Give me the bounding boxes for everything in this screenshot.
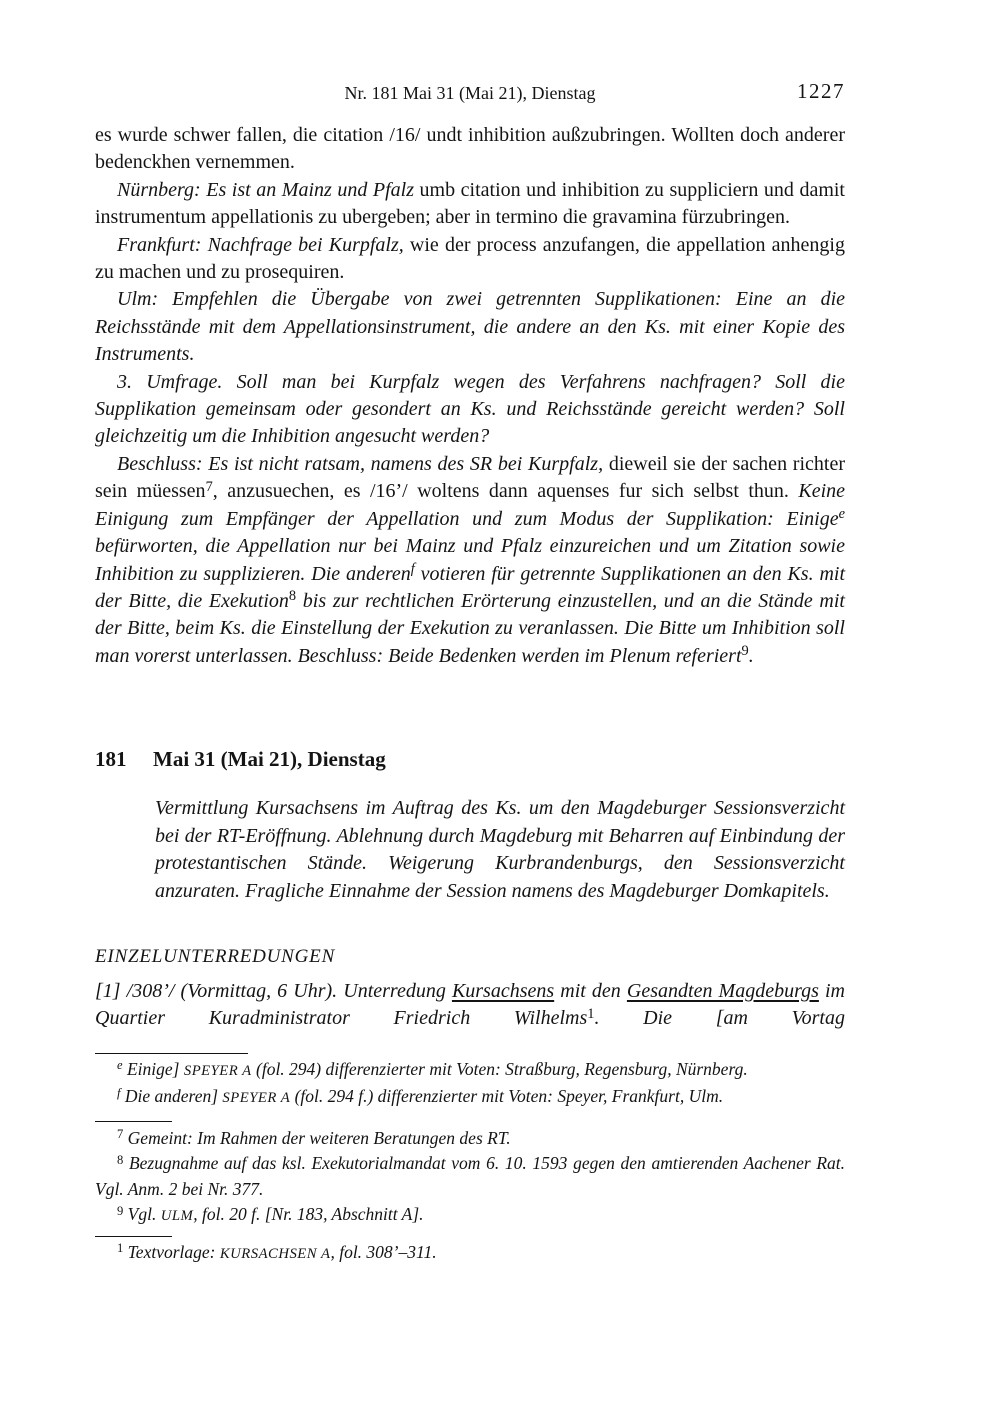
document-title: Mai 31 (Mai 21), Dienstag <box>153 747 386 771</box>
document-heading <box>95 746 845 772</box>
footnote-e: $^e$ Einige] SPEYER A (fol. 294) differenzierter mit Voten: Straßburg, Regensburg, Nürnberg. <box>117 1058 748 1079</box>
paragraph: es wurde schwer fallen, die citation /16/ undt inhibition außzubringen. Wollten doch anderer bedenckhen vernemmen. <box>95 124 845 174</box>
paragraph: Ulm: Empfehlen die Übergabe von zwei getrennten Supplikationen: Eine an die Reichsstände mit dem Appellationsinstrument, die andere an den Ks. mit einer Kopie des Instruments. <box>95 288 845 366</box>
page-number: 1227 <box>797 79 845 103</box>
commentary-footnotes <box>95 1126 845 1230</box>
footnote-7: $^7$ Gemeint: Im Rahmen der weiteren Beratungen des RT. <box>117 1127 511 1148</box>
footnote-1: $^1$ Textvorlage: KURSACHSEN A, fol. 308’–311. <box>117 1241 437 1262</box>
footnote-8: $^8$ Bezugnahme auf das ksl. Exekutorialmandat vom 6. 10. 1593 gegen den amtierenden Aachener Rat. Vgl. Anm. 2 bei Nr. 377. <box>95 1152 845 1199</box>
entry-paragraph: [1] /308’/ (Vormittag, 6 Uhr). Unterredung Kursachsens mit den Gesandten Magdeburgs im Quartier Kuradministrator Friedrich Wilhelms$^1$. Die [am Vortag <box>95 980 846 1030</box>
paragraph: Nürnberg: Es ist an Mainz und Pfalz umb citation und inhibition zu suppliciern und damit instrumentum appellationis zu ubergeben; aber in termino die gravamina fürzubringen. <box>95 178 845 229</box>
paragraph: 3. Umfrage. Soll man bei Kurpfalz wegen des Verfahrens nachfragen? Soll die Supplikation gemeinsam oder gesondert an Ks. und Reichsstände gereicht werden? Soll gleichzeitig um die Inhibition angesucht werden? <box>95 370 845 448</box>
footnote-rule-commentary <box>95 1121 172 1122</box>
document-summary: Vermittlung Kursachsens im Auftrag des Ks. um den Magdeburger Sessionsverzicht bei der RT-Eröffnung. Ablehnung durch Magdeburg mit Beharren auf Einbindung der protestantischen Stände. Weigerung Kurbrandenburgs, den Sessionsverzicht anzuraten. Fragliche Einnahme der Session namens des Magdeburger Domkapitels. <box>155 797 845 902</box>
footnote-f: $^f$ Die anderen] SPEYER A (fol. 294 f.) differenzierter mit Voten: Speyer, Frankfurt, Ulm. <box>117 1085 724 1107</box>
main-text-block <box>95 122 845 670</box>
paragraph: Frankfurt: Nachfrage bei Kurpfalz, wie der process anzufangen, die appellation anhengig zu machen und zu prosequiren. <box>95 233 845 284</box>
document-number: 181 <box>95 747 127 771</box>
footnote-rule-apparatus <box>95 1053 248 1054</box>
footnote-9: $^9$ Vgl. ULM, fol. 20 f. [Nr. 183, Abschnitt A]. <box>117 1203 424 1225</box>
apparatus-footnotes <box>95 1057 845 1112</box>
paragraph: Beschluss: Es ist nicht ratsam, namens des SR bei Kurpfalz, dieweil sie der sachen richter sein müessen$^7$, anzusuechen, es /16’/ woltens dann aquenses fur sich selbst thun. Keine Einigung zum Empfänger der Appellation und zum Modus der Supplikation: Einige$^e$ befürworten, die Appellation nur bei Mainz und Pfalz einzureichen und um Zitation sowie Inhibition zu supplizieren. Die anderen$^f$ votieren für getrennte Supplikationen an den Ks. mit der Bitte, die Exekution$^8$ bis zur rechtlichen Erörterung einzustellen, und an die Stände mit der Bitte, beim Ks. die Einstellung der Exekution zu veranlassen. Die Bitte um Inhibition soll man vorerst unterlassen. Beschluss: Beide Bedenken werden im Plenum referiert$^9$. <box>95 452 846 667</box>
footnote-rule-textvorlage <box>95 1236 172 1237</box>
running-head-title: Nr. 181 Mai 31 (Mai 21), Dienstag <box>344 83 596 103</box>
running-head <box>95 79 845 104</box>
textvorlage-footnote <box>95 1240 845 1267</box>
section-heading: EINZELUNTERREDUNGEN <box>95 946 336 967</box>
